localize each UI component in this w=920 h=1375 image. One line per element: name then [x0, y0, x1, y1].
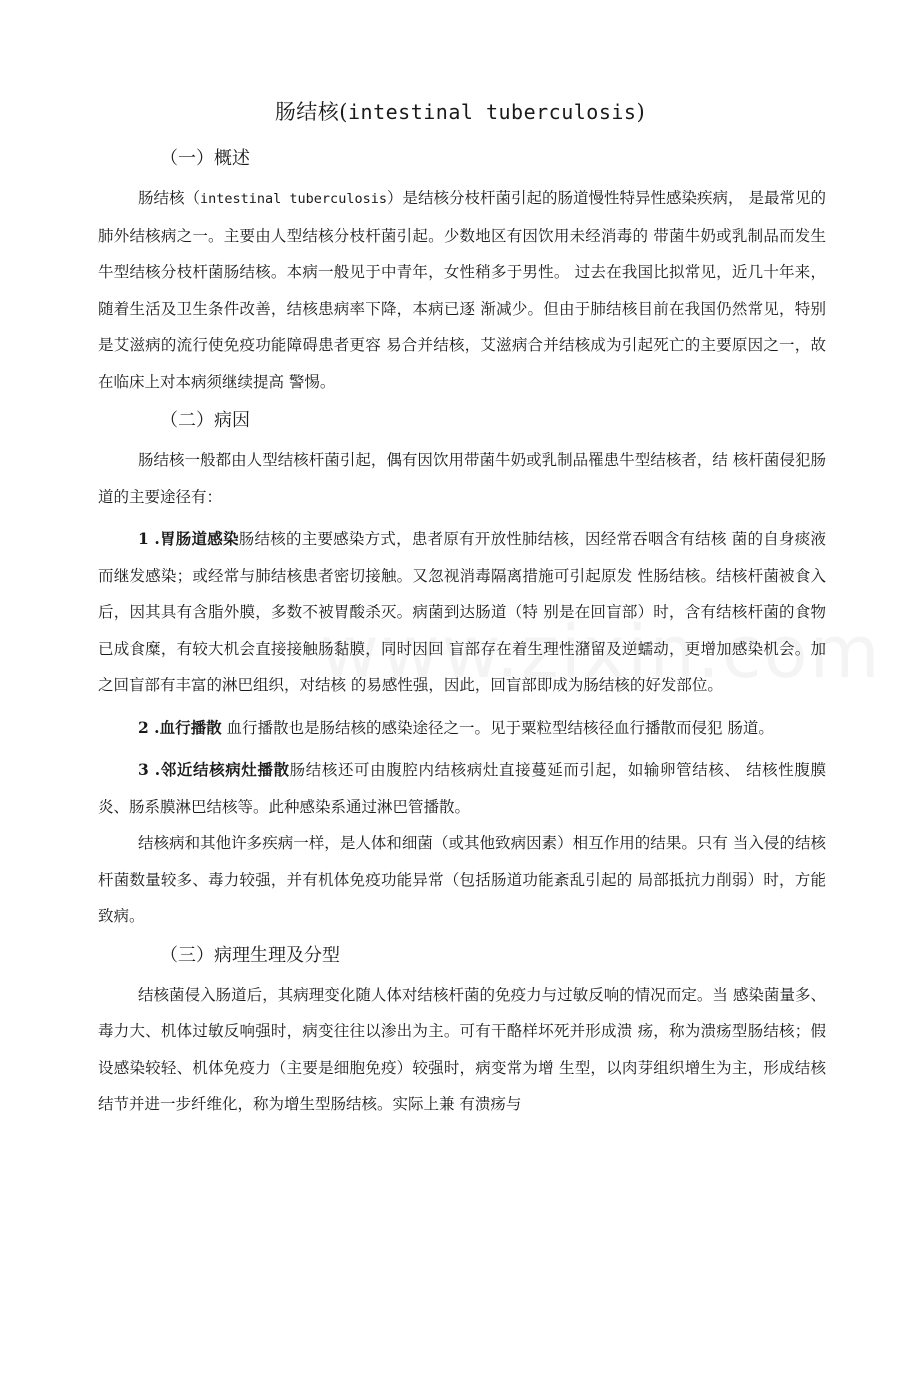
section-heading-pathophysiology: （三）病理生理及分型	[160, 944, 340, 966]
item-lead-gi-infection: 1 .胃肠道感染	[138, 529, 239, 548]
etiology-intro-paragraph: 肠结核一般都由人型结核杆菌引起，偶有因饮用带菌牛奶或乳制品罹患牛型结核者，结 核杆菌侵犯肠道的主要途径有：	[98, 451, 826, 506]
pathophysiology-paragraph: 结核菌侵入肠道后，其病理变化随人体对结核杆菌的免疫力与过敏反响的情况而定。当 感染菌量多、毒力大、机体过敏反响强时，病变往往以渗出为主。可有干酪样坏死并形成溃 疡，称为溃疡型肠结核；假设感染较轻、机体免疫力（主要是细胞免疫）较强时，病变常为增 生型，以肉芽组织增生为主，形成结核结节并进一步纤维化，称为增生型肠结核。实际上兼 有溃疡与	[98, 985, 826, 1113]
section-heading-overview: （一）概述	[160, 148, 250, 169]
item-text-gi-infection: 肠结核的主要感染方式，患者原有开放性肺结核，因经常吞咽含有结核 菌的自身痰液而继发感染；或经常与肺结核患者密切接触。又忽视消毒隔离措施可引起原发 性肠结核。结核杆菌被食入后，因其具有含脂外膜，多数不被胃酸杀灭。病菌到达肠道（特 别是在回盲部）时，含有结核杆菌的食物已成食糜，有较大机会直接接触肠黏膜，同时因回 盲部存在着生理性潴留及逆蠕动，更增加感染机会。加之回盲部有丰富的淋巴组织，对结核 的易感性强，因此，回盲部即成为肠结核的好发部位。	[98, 530, 826, 694]
etiology-item-gi-infection	[98, 521, 826, 704]
etiology-item-hematogenous	[98, 710, 826, 747]
etiology-summary-paragraph: 结核病和其他许多疾病一样，是人体和细菌（或其他致病因素）相互作用的结果。只有 当入侵的结核杆菌数量较多、毒力较强，并有机体免疫功能异常（包括肠道功能紊乱引起的 局部抵抗力削弱）时，方能致病。	[98, 834, 826, 925]
title-cn: 肠结核(	[274, 100, 349, 124]
item-text-adjacent-spread: 肠结核还可由腹腔内结核病灶直接蔓延而引起，如输卵管结核、 结核性腹膜炎、肠系膜淋巴结核等。此种感染系通过淋巴管播散。	[98, 761, 826, 816]
overview-latin-term: intestinal tuberculosis	[200, 191, 387, 207]
overview-text-rest: ）是结核分枝杆菌引起的肠道慢性特异性感染疾病， 是最常见的肺外结核病之一。主要由人型结核分枝杆菌引起。少数地区有因饮用未经消毒的 带菌牛奶或乳制品而发生牛型结核分枝杆菌肠结核。本病一般见于中青年，女性稍多于男性。 过去在我国比拟常见，近几十年来，随着生活及卫生条件改善，结核患病率下降，本病已逐 渐减少。但由于肺结核目前在我国仍然常见，特别是艾滋病的流行使免疫功能障碍患者更容 易合并结核，艾滋病合并结核成为引起死亡的主要原因之一，故在临床上对本病须继续提高 警惕。	[98, 189, 826, 391]
title-latin: intestinal tuberculosis	[348, 100, 637, 124]
overview-paragraph	[98, 180, 826, 400]
section-heading-etiology: （二）病因	[160, 410, 250, 431]
item-lead-hematogenous: 2 .血行播散	[138, 717, 222, 737]
overview-text-start: 肠结核（	[138, 189, 201, 207]
document-title	[0, 96, 920, 126]
title-close: )	[636, 100, 646, 124]
item-text-hematogenous: 血行播散也是肠结核的感染途径之一。见于粟粒型结核径血行播散而侵犯 肠道。	[221, 718, 774, 737]
item-lead-adjacent-spread: 3 .邻近结核病灶播散	[138, 760, 290, 779]
etiology-item-adjacent-spread	[98, 752, 826, 825]
document-body	[98, 142, 826, 1123]
